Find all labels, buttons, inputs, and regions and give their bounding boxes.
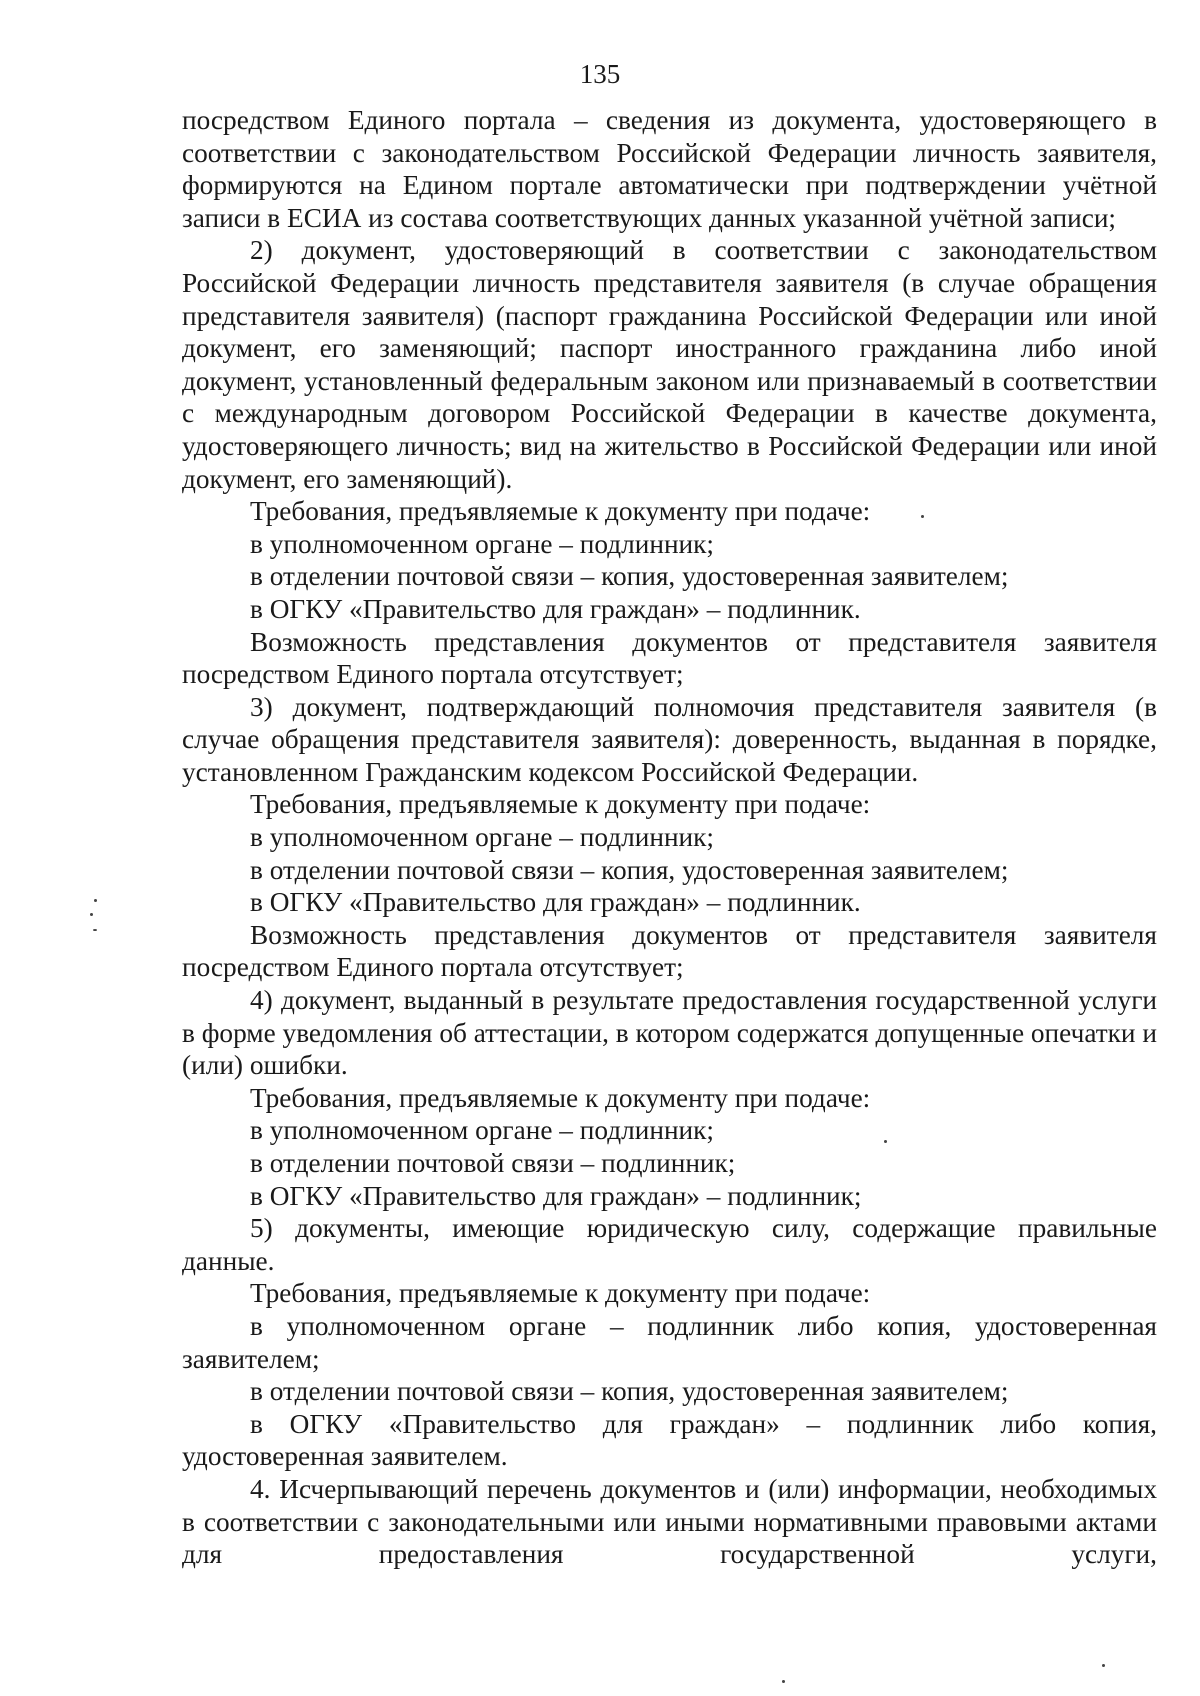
paragraph-requirement-post-office: в отделении почтовой связи – копия, удостоверенная заявителем; — [250, 561, 1009, 592]
paragraph-requirements-heading: Требования, предъявляемые к документу при подаче: — [250, 1082, 871, 1113]
paragraph-requirements-heading: Требования, предъявляемые к документу при подаче: — [250, 789, 871, 820]
paragraph-portal-not-available: Возможность представления документов от представителя заявителя посредством Единого портала отсутствует; — [182, 919, 1157, 983]
scan-speck — [93, 929, 97, 931]
paragraph-portal-data: посредством Единого портала – сведения из документа, удостоверяющего в соответствии с законодательством Российской Федерации личность заявителя, формируются на Едином портале автоматически при подтверждении учётной записи в ЕСИА из состава соответствующих данных указанной учётной записи; — [182, 105, 1157, 233]
paragraph-portal-not-available: Возможность представления документов от представителя заявителя посредством Единого портала отсутствует; — [182, 626, 1157, 690]
paragraph-requirements-heading: Требования, предъявляемые к документу при подаче: — [250, 496, 871, 527]
scan-speck — [921, 515, 924, 518]
paragraph-item-2-identity-document: 2) документ, удостоверяющий в соответствии с законодательством Российской Федерации личность представителя заявителя (в случае обращения представителя заявителя) (паспорт гражданина Российской Федерации или иной документ, его заменяющий; паспорт иностранного гражданина либо иной документ, установленный федеральным законом или признаваемый в соответствии с международным договором Российской Федерации в качестве документа, удостоверяющего личность; вид на жительство в Российской Федерации или иной документ, его заменяющий). — [182, 235, 1157, 494]
scan-speck — [782, 1680, 785, 1683]
paragraph-item-4-certification-notice: 4) документ, выданный в результате предоставления государственной услуги в форме уведомления об аттестации, в котором содержатся допущенные опечатки и (или) ошибки. — [182, 985, 1157, 1081]
paragraph-requirement-authorized-body: в уполномоченном органе – подлинник либо копия, удостоверенная заявителем; — [182, 1310, 1157, 1374]
paragraph-requirement-ogku: в ОГКУ «Правительство для граждан» – подлинник; — [250, 1180, 862, 1211]
paragraph-requirement-post-office: в отделении почтовой связи – копия, удостоверенная заявителем; — [250, 1376, 1009, 1407]
paragraph-requirement-authorized-body: в уполномоченном органе – подлинник; — [250, 822, 715, 853]
paragraph-requirement-authorized-body: в уполномоченном органе – подлинник; — [250, 1115, 715, 1146]
paragraph-requirement-ogku: в ОГКУ «Правительство для граждан» – подлинник. — [250, 593, 861, 624]
paragraph-requirement-post-office: в отделении почтовой связи – подлинник; — [250, 1148, 736, 1178]
paragraph-requirement-post-office: в отделении почтовой связи – копия, удостоверенная заявителем; — [250, 854, 1009, 885]
paragraph-requirements-heading: Требования, предъявляемые к документу при подаче: — [250, 1278, 871, 1309]
paragraph-requirement-ogku: в ОГКУ «Правительство для граждан» – подлинник. — [250, 887, 861, 918]
page-number: 135 — [579, 59, 621, 89]
document-body — [182, 104, 1157, 1571]
scan-speck — [94, 899, 97, 902]
paragraph-requirement-authorized-body: в уполномоченном органе – подлинник; — [250, 528, 715, 559]
scan-speck — [1102, 1664, 1105, 1667]
paragraph-requirement-ogku: в ОГКУ «Правительство для граждан» – подлинник либо копия, удостоверенная заявителем. — [182, 1408, 1157, 1472]
paragraph-item-5-legal-documents: 5) документы, имеющие юридическую силу, содержащие правильные данные. — [182, 1213, 1157, 1276]
scan-speck — [90, 913, 93, 916]
scan-speck — [884, 1140, 887, 1143]
paragraph-item-3-power-of-attorney: 3) документ, подтверждающий полномочия представителя заявителя (в случае обращения представителя заявителя): доверенность, выданная в порядке, установленном Гражданским кодексом Российской Федерации. — [182, 691, 1157, 787]
paragraph-section-4-document-list: 4. Исчерпывающий перечень документов и (или) информации, необходимых в соответствии с законодательными или иными нормативными правовыми актами для предоставления государственной услуги, — [182, 1473, 1157, 1570]
